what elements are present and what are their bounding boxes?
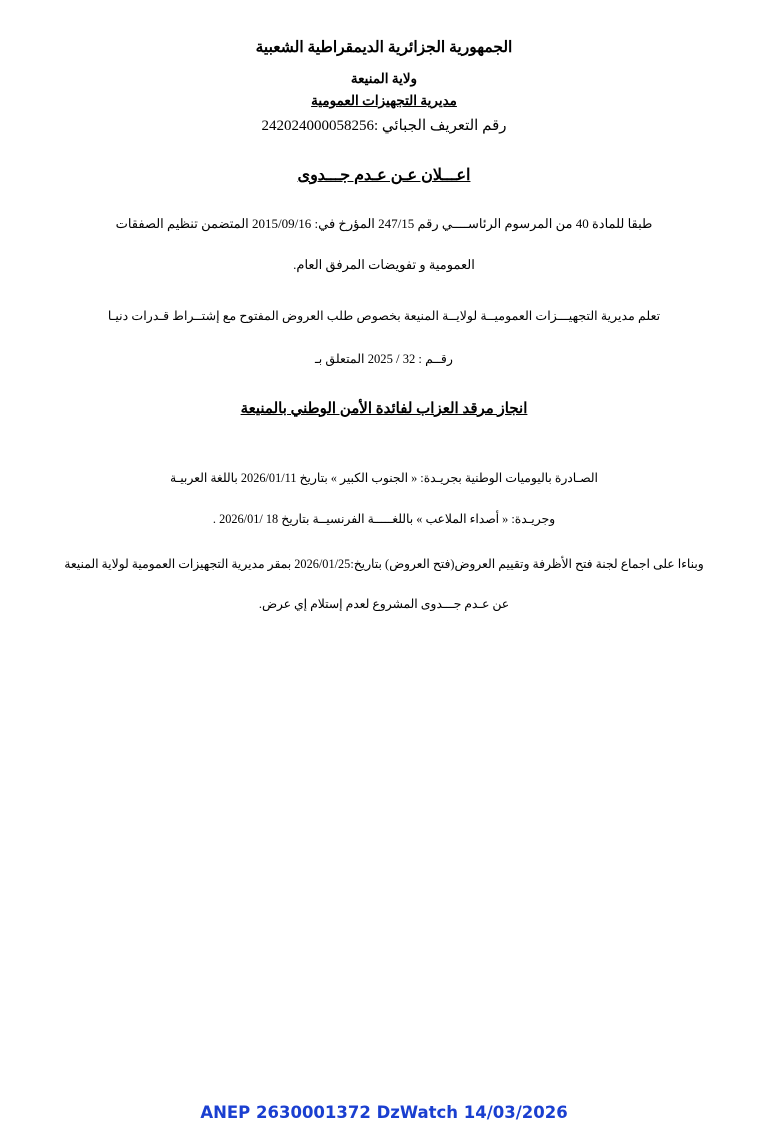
legal-reference-line-2: العمومية و تفويضات المرفق العام. [293, 256, 475, 272]
header-republic: الجمهورية الجزائرية الديمقراطية الشعبية [255, 39, 513, 56]
conclusion-line: عن عـدم جـــدوى المشروع لعدم إستلام إي عرض. [258, 596, 510, 611]
header-direction: مديرية التجهيزات العمومية [311, 93, 457, 108]
legal-reference-line-1: طبقا للمادة 40 من المرسوم الرئاســــي رقم 247/15 المؤرخ في: 2015/09/16 المتضمن تنظيم الصفقات [115, 216, 653, 231]
announcement-body-line-2: رقــم : 32 / 2025 المتعلق بـ [315, 352, 453, 367]
footer-reference: ANEP 2630001372 DzWatch 14/03/2026 [200, 1103, 568, 1122]
header-fiscal-id: رقم التعريف الجبائي :242024000058256 [261, 118, 507, 134]
announcement-body-line-1: تعلم مديرية التجهيـــزات العموميــة لولايــة المنيعة بخصوص طلب العروض المفتوح مع إشتــراط قـدرات دنيـا [107, 309, 661, 324]
publication-line-1: الصـادرة باليوميات الوطنية بجريـدة: « الجنوب الكبير » بتاريخ 2026/01/11 باللغة العربيـة [170, 470, 598, 485]
announcement-title: اعـــلان عـن عـدم جـــدوى [297, 167, 471, 184]
project-title: انجاز مرقد العزاب لفائدة الأمن الوطني بالمنيعة [240, 400, 528, 417]
commission-line: وبناءا على اجماع لجنة فتح الأظرفة وتقييم العروض(فتح العروض) بتاريخ:2026/01/25 بمقر مديرية التجهيزات العمومية لولاية المنيعة [64, 557, 704, 572]
header-wilaya: ولاية المنيعة [350, 71, 418, 86]
publication-line-2: وجريـدة: « أصداء الملاعب » باللغـــــة الفرنسيــة بتاريخ 18 /2026/01 . [212, 512, 556, 527]
